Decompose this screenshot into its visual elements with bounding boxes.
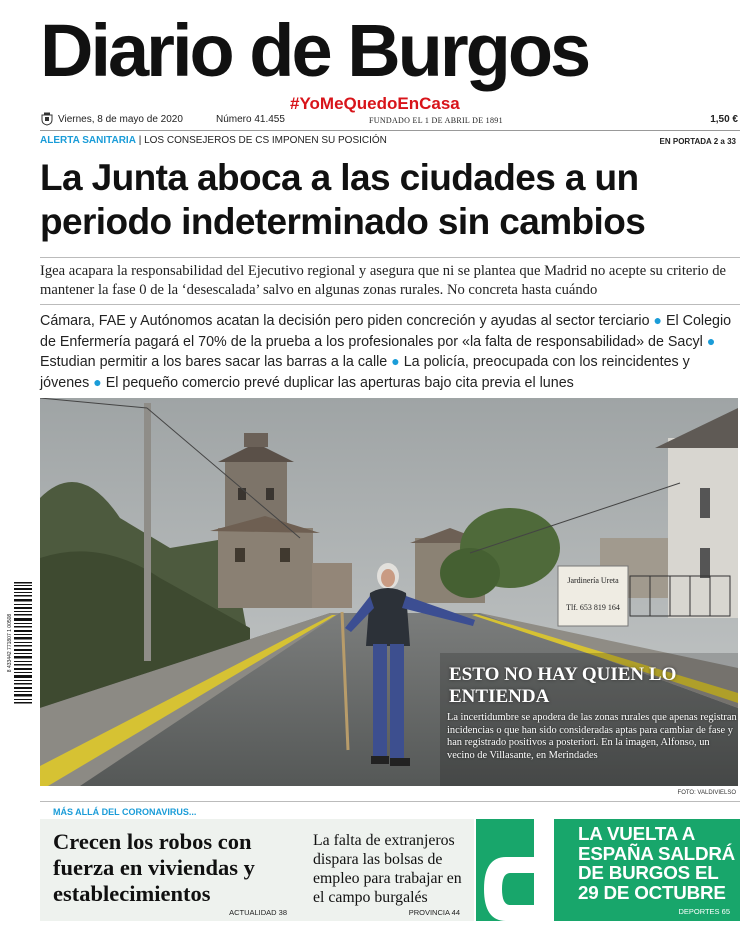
teaser-title[interactable]: La falta de extranjeros dispara las bolsas de empleo para trabajar en el campo burgalés xyxy=(313,832,462,906)
bullet-item[interactable]: Cámara, FAE y Autónomos acatan la decisión pero piden concreción y ayudas al sector terciario xyxy=(40,313,650,329)
divider xyxy=(40,304,740,305)
teaser-section: DEPORTES 65 xyxy=(678,907,730,916)
bullet-dot-icon: ● xyxy=(93,373,102,390)
divider xyxy=(40,801,740,802)
bullet-dot-icon: ● xyxy=(706,332,716,349)
subheadline: Igea acapara la responsabilidad del Ejecutivo regional y asegura que ni se plantea que Madrid no acepte su criterio de mantener la fase 0 de la ‘desescalada’ salvo en algunas zonas rurales. No concreta hasta cuándo xyxy=(40,263,727,298)
teaser-vuelta[interactable] xyxy=(566,819,740,921)
kicker-section[interactable]: ALERTA SANITARIA xyxy=(40,135,136,146)
bullet-item[interactable]: La policía, preocupada con los reincidentes y jóvenes xyxy=(40,354,690,391)
photo-credit: FOTO: VALDIVIELSO xyxy=(677,790,736,796)
issue-date: Viernes, 8 de mayo de 2020 xyxy=(58,114,183,125)
sign-phone: Tlf. 653 819 164 xyxy=(566,603,620,612)
price: 1,50 € xyxy=(710,114,738,125)
bullet-item[interactable]: Estudian permitir a los bares sacar las barras a la calle xyxy=(40,354,388,370)
dateline xyxy=(40,112,740,130)
masthead-title: Diario de Burgos xyxy=(40,9,589,92)
teaser-section: ACTUALIDAD 38 xyxy=(229,908,287,917)
teaser-section: PROVINCIA 44 xyxy=(408,908,460,917)
photo-caption: La incertidumbre se apodera de las zonas rurales que apenas registran incidencias o que han sido consideradas aptas para cambiar de fase y han registrado positivos a posteriori. En la imagen, Alfonso, un vecino de Villasante, en Merindades xyxy=(447,712,737,761)
page-reference: EN PORTADA 2 a 33 xyxy=(659,137,736,146)
bullet-dot-icon: ● xyxy=(653,312,662,328)
main-headline[interactable]: La Junta aboca a las ciudades a un periodo indeterminado sin cambios xyxy=(40,157,646,242)
divider xyxy=(40,130,740,131)
teaser-title[interactable]: LA VUELTA A ESPAÑA SALDRÁ DE BURGOS EL 29 DE OCTUBRE xyxy=(578,823,736,903)
teaser-title[interactable]: Crecen los robos con fuerza en viviendas y establecimientos xyxy=(53,829,255,906)
bullet-item[interactable]: El pequeño comercio prevé duplicar las aperturas bajo cita previa el lunes xyxy=(105,374,574,391)
section-label: MÁS ALLÁ DEL CORONAVIRUS... xyxy=(53,807,197,817)
bullet-dot-icon: ● xyxy=(391,353,400,369)
d-logo-icon xyxy=(476,819,566,921)
news-bullets xyxy=(40,311,742,393)
barcode-number: 8 433442 771807 1 00508 xyxy=(7,613,13,673)
kicker-text: | LOS CONSEJEROS DE CS IMPONEN SU POSICIÓN xyxy=(138,135,387,146)
photo-title[interactable]: ESTO NO HAY QUIEN LO ENTIENDA xyxy=(449,664,677,707)
issue-number: Número 41.455 xyxy=(216,114,285,125)
teaser-empleo[interactable] xyxy=(299,819,474,921)
barcode xyxy=(6,582,32,704)
bullet-item[interactable]: El Colegio de Enfermería pagará el 70% de la prueba a los profesionales por «la falta de responsabilidad» de Sacyl xyxy=(40,313,732,350)
divider xyxy=(40,257,740,258)
kicker xyxy=(40,135,387,146)
founded-note: FUNDADO EL 1 DE ABRIL DE 1891 xyxy=(369,116,503,125)
hashtag[interactable]: #YoMeQuedoEnCasa xyxy=(290,94,460,113)
teaser-robos[interactable] xyxy=(40,819,299,921)
sign-title: Jardinería Ureta xyxy=(567,576,619,585)
coat-of-arms-icon xyxy=(40,112,54,126)
